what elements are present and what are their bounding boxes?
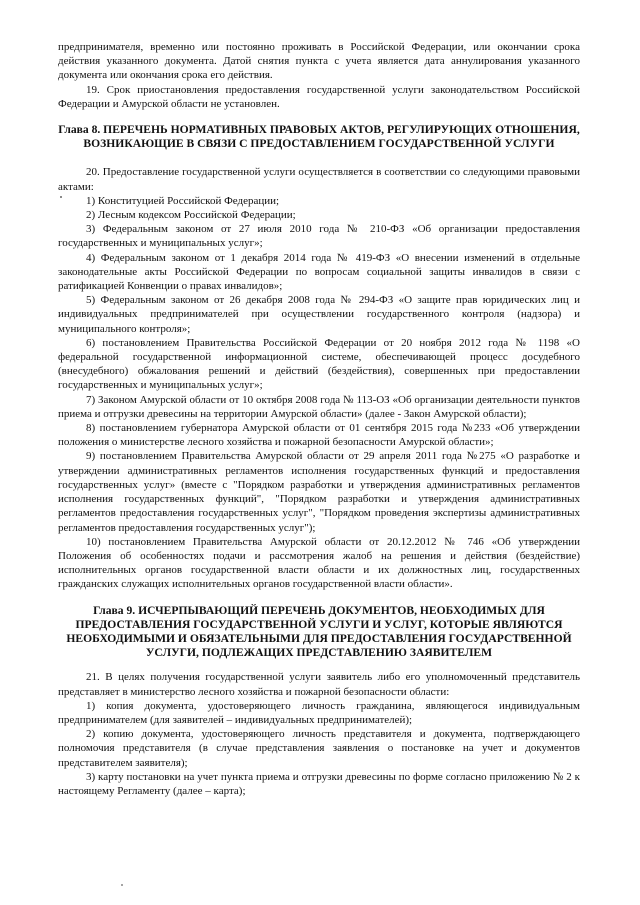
legal-act-item-3: 3) Федеральным законом от 27 июля 2010 года № 210-ФЗ «Об организации предоставления государственных и муниципальных услуг»;	[58, 223, 580, 250]
chapter-8-title: Глава 8. ПЕРЕЧЕНЬ НОРМАТИВНЫХ ПРАВОВЫХ АКТОВ, РЕГУЛИРУЮЩИХ ОТНОШЕНИЯ, ВОЗНИКАЮЩИЕ В СВЯЗИ С ПРЕДОСТАВЛЕНИЕМ ГОСУДАРСТВЕННОЙ УСЛУГИ	[58, 123, 580, 151]
paragraph-20: 20. Предоставление государственной услуги осуществляется в соответствии со следующими правовыми актами:	[58, 166, 580, 193]
intro-paragraph: предпринимателя, временно или постоянно проживать в Российской Федерации, или окончании срока действия указанного документа. Датой снятия пункта с учета является дата аннулирования указанного документа или окончания срока его действия.	[58, 41, 580, 82]
legal-act-item-2: 2) Лесным кодексом Российской Федерации;	[86, 209, 296, 222]
document-item-3: 3) карту постановки на учет пункта приема и отгрузки древесины по форме согласно приложению № 2 к настоящему Регламенту (далее – карта);	[58, 770, 580, 797]
legal-act-item-10: 10) постановлением Правительства Амурской области от 20.12.2012 № 746 «Об утверждении Положения об особенностях подачи и рассмотрения жалоб на решения и действия (бездействие) исполнительных органов государственной власти области и их должностных лиц, государственных гражданских служащих исполнительных органов государственной власти области».	[58, 535, 580, 591]
legal-act-item-7: 7) Законом Амурской области от 10 октября 2008 года № 113-ОЗ «Об организации деятельности пунктов приема и отгрузки древесины на территории Амурской области» (далее - Закон Амурской области);	[58, 393, 580, 420]
legal-act-item-9: 9) постановлением Правительства Амурской области от 29 апреля 2011 года №275 «О разработке и утверждении административных регламентов исполнения государственных функций и предоставления государственных услуг» (вместе с "Порядком разработки и утверждения административных регламентов исполнения государственных функций", "Порядком разработки и утверждения административных регламентов предоставления государственных услуг", "Порядком проведения экспертизы административных регламентов предоставления государственных услуг");	[58, 450, 580, 534]
scan-speck	[60, 196, 62, 198]
paragraph-21: 21. В целях получения государственной услуги заявитель либо его уполномоченный представитель представляет в министерство лесного хозяйства и пожарной безопасности области:	[58, 671, 580, 698]
document-page	[58, 40, 580, 798]
chapter-9-title: Глава 9. ИСЧЕРПЫВАЮЩИЙ ПЕРЕЧЕНЬ ДОКУМЕНТОВ, НЕОБХОДИМЫХ ДЛЯ ПРЕДОСТАВЛЕНИЯ ГОСУДАРСТВЕННОЙ УСЛУГИ И УСЛУГ, КОТОРЫЕ ЯВЛЯЮТСЯ НЕОБХОДИМЫМИ И ОБЯЗАТЕЛЬНЫМИ ДЛЯ ПРЕДОСТАВЛЕНИЯ ГОСУДАРСТВЕННОЙ УСЛУГИ, ПОДЛЕЖАЩИХ ПРЕДСТАВЛЕНИЮ ЗАЯВИТЕЛЕМ	[66, 603, 572, 660]
scan-speck	[121, 884, 123, 886]
legal-act-item-6: 6) постановлением Правительства Российской Федерации от 20 ноября 2012 года № 1198 «О федеральной государственной информационной системе, обеспечивающей процесс досудебного (внесудебного) обжалования решений и действий (бездействия), совершенных при предоставлении государственных и муниципальных услуг»;	[58, 336, 580, 392]
paragraph-19: 19. Срок приостановления предоставления государственной услуги законодательством Российской Федерации и Амурской области не установлен.	[58, 83, 580, 110]
legal-act-item-4: 4) Федеральным законом от 1 декабря 2014 года № 419-ФЗ «О внесении изменений в отдельные законодательные акты Российской Федерации по вопросам социальной защиты инвалидов в связи с ратификацией Конвенции о правах инвалидов»;	[58, 251, 580, 293]
legal-act-item-8: 8) постановлением губернатора Амурской области от 01 сентября 2015 года №233 «Об утверждении положения о министерстве лесного хозяйства и пожарной безопасности Амурской области»;	[58, 422, 580, 449]
document-item-2: 2) копию документа, удостоверяющего личность представителя и документа, подтверждающего полномочия представителя (в случае представления заявления о постановке на учет и документов представителем заявителя);	[58, 728, 580, 769]
legal-act-item-1: 1) Конституцией Российской Федерации;	[86, 194, 280, 207]
document-item-1: 1) копия документа, удостоверяющего личность гражданина, являющегося индивидуальным предпринимателем (для заявителей – индивидуальных предпринимателей);	[58, 699, 580, 726]
legal-act-item-5: 5) Федеральным законом от 26 декабря 2008 года № 294-ФЗ «О защите прав юридических лиц и индивидуальных предпринимателей при осуществлении государственного контроля (надзора) и муниципального контроля»;	[58, 294, 580, 335]
